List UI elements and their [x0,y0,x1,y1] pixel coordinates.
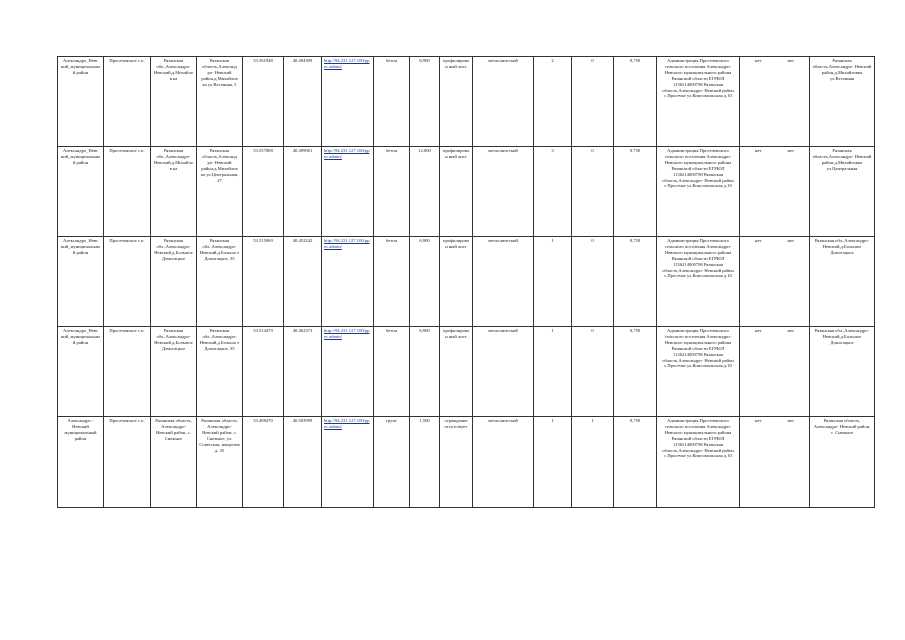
registry-table [57,56,875,508]
link-cell[interactable]: http://94.231.127.100/pp ec.admin/ [322,147,374,237]
served-address-cell: Рязанская область,Александро- Невский район,д.Михайловка ул.Центральная [810,147,875,237]
container-count-cell: 2 [534,57,572,147]
base-type-cell: профилирован ный лист [440,147,473,237]
address-full-cell: Рязанская область,Александ ро- Невский район,д.Михайлов ка ул.Центральная, 27 [197,147,243,237]
volume-cell: 0,750 [614,237,657,327]
settlement-cell: Просеченское с.п. [104,57,151,147]
owner-cell: Администрация Просеченского сельского поселения Александро-Невского муниципального района Рязанской области ЕГРЮЛ 1136214000798 Рязанская область,Александро- Невский район с.Просечье ул.Комсомольская д.10 [657,57,740,147]
planned-count-cell: 0 [572,327,614,417]
flag-b-value: нет [787,238,794,243]
owner-cell: Администрация Просеченского сельского поселения Александро-Невского муниципального района Рязанской области ЕГРЮЛ 1136214000798 Рязанская область,Александро- Невский район с.Просечье ул.Комсомольская д.10 [657,237,740,327]
latitude-cell: 53.515069 [243,237,284,327]
flag-b-value: нет [787,58,794,63]
address-full-cell: Рязанская область, Александро- Невский район, с. Снежное, ул. Советская, напротив д. 35 [197,417,243,508]
flag-b-value: нет [787,418,794,423]
flag-a-cell [740,417,810,508]
latitude-cell: 53.498470 [243,417,284,508]
base-type-cell: профилирован ный лист [440,327,473,417]
flag-a-cell [740,237,810,327]
address-short-cell: Рязанская обл.,Александро- Невский,д.Большое Домогацкое [151,327,197,417]
address-full-cell: Рязанская обл.,Александро- Невский,д.Большо е Домогацкое, 35 [197,327,243,417]
address-short-cell: Рязанская обл.,Александро- Невский,д.Михайлов ка [151,147,197,237]
district-cell: Александро_Невс кий_муниципальный район [58,327,104,417]
settlement-cell: Просеченское с.п. [104,237,151,327]
district-cell: Александро_Невс кий_муниципальный район [58,237,104,327]
surface-cell: грунт [374,417,410,508]
surface-cell: бетон [374,147,410,237]
container-type-cell: металлический [473,237,534,327]
link-cell[interactable]: http://94.231.127.100/pp ec.admin/ [322,417,374,508]
longitude-cell: 40.503999 [284,417,322,508]
longitude-cell: 40.494399 [284,57,322,147]
area-cell: 12,000 [410,147,440,237]
flag-a-value: нет [754,58,762,63]
table-row [58,417,875,508]
longitude-cell: 40.462373 [284,327,322,417]
district-cell: Александро - Невский муниципальный район [58,417,104,508]
container-type-cell: металлический [473,147,534,237]
container-count-cell: 1 [534,417,572,508]
table-row [58,237,875,327]
area-cell: 6,900 [410,57,440,147]
flag-b-value: нет [787,328,794,333]
district-cell: Александро_Невс кий_муниципальный район [58,57,104,147]
volume-cell: 0,750 [614,327,657,417]
container-count-cell: 3 [534,147,572,237]
area-cell: 6,900 [410,327,440,417]
link-cell[interactable]: http://94.231.127.100/pp ec.admin/ [322,327,374,417]
served-address-cell: Рязанская обл.,Александро- Невский,д.Большое Домогацкое [810,237,875,327]
planned-count-cell: 1 [572,417,614,508]
served-address-cell: Рязанская область,Александро- Невский район,д.Михайловка ул.Весенняя [810,57,875,147]
link-cell[interactable]: http://94.231.127.100/pp ec.admin/ [322,57,374,147]
address-full-cell: Рязанская область,Александ ро- Невский район,д.Михайлов ка ул.Весенняя, 5 [197,57,243,147]
volume-cell: 0,750 [614,417,657,508]
surface-cell: бетон [374,57,410,147]
flag-a-cell [740,327,810,417]
flag-a-value: нет [754,238,762,243]
area-cell: 1,500 [410,417,440,508]
flag-a-value: нет [754,148,762,153]
base-type-cell: ограждение отсутствует [440,417,473,508]
volume-cell: 0,750 [614,147,657,237]
owner-cell: Администрация Просеченского сельского поселения Александро-Невского муниципального района Рязанской области ЕГРЮЛ 1136214000798 Рязанская область,Александро- Невский район с.Просечье ул.Комсомольская д.10 [657,147,740,237]
table-row [58,327,875,417]
served-address-cell: Рязанская область, Александро- Невский район, с. Снежное [810,417,875,508]
flag-a-value: нет [754,328,762,333]
flag-a-value: нет [754,418,762,423]
container-type-cell: металлический [473,327,534,417]
settlement-cell: Просеченское с.п. [104,417,151,508]
address-short-cell: Рязанская обл.,Александро- Невский,д.Михайлов ка [151,57,197,147]
planned-count-cell: 0 [572,57,614,147]
planned-count-cell: 0 [572,147,614,237]
owner-cell: Администрация Просеченского сельского поселения Александро-Невского муниципального района Рязанской области ЕГРЮЛ 1136214000798 Рязанская область,Александро- Невский район с.Просечье ул.Комсомольская д.10 [657,327,740,417]
table-row [58,57,875,147]
container-count-cell: 1 [534,327,572,417]
flag-b-value: нет [787,148,794,153]
base-type-cell: профилирован ный лист [440,57,473,147]
served-address-cell: Рязанская обл.,Александро- Невский,д.Большое Домогацкое [810,327,875,417]
address-short-cell: Рязанская область, Александро- Невский район, с. Снежное [151,417,197,508]
longitude-cell: 40.499961 [284,147,322,237]
base-type-cell: профилирован ный лист [440,237,473,327]
flag-a-cell [740,147,810,237]
container-count-cell: 1 [534,237,572,327]
owner-cell: Администрация Просеченского сельского поселения Александро-Невского муниципального района Рязанской области ЕГРЮЛ 1136214000798 Рязанская область,Александро- Невский район с.Просечье ул.Комсомольская д.10 [657,417,740,508]
container-type-cell: металлический [473,57,534,147]
latitude-cell: 53.514479 [243,327,284,417]
table-row [58,147,875,237]
area-cell: 6,900 [410,237,440,327]
surface-cell: бетон [374,237,410,327]
container-type-cell: металлический [473,417,534,508]
address-full-cell: Рязанская обл.,Александро- Невский,д.Большо е Домогацкое, 35 [197,237,243,327]
settlement-cell: Просеченское с.п. [104,327,151,417]
latitude-cell: 53.557808 [243,147,284,237]
address-short-cell: Рязанская обл.,Александро- Невский,д.Большое Домогацкое [151,237,197,327]
surface-cell: бетон [374,327,410,417]
settlement-cell: Просеченское с.п. [104,147,151,237]
link-cell[interactable]: http://94.231.127.100/pp ec.admin/ [322,237,374,327]
flag-a-cell [740,57,810,147]
district-cell: Александро_Невс кий_муниципальный район [58,147,104,237]
latitude-cell: 53.561948 [243,57,284,147]
longitude-cell: 40.452242 [284,237,322,327]
planned-count-cell: 0 [572,237,614,327]
volume-cell: 0,750 [614,57,657,147]
